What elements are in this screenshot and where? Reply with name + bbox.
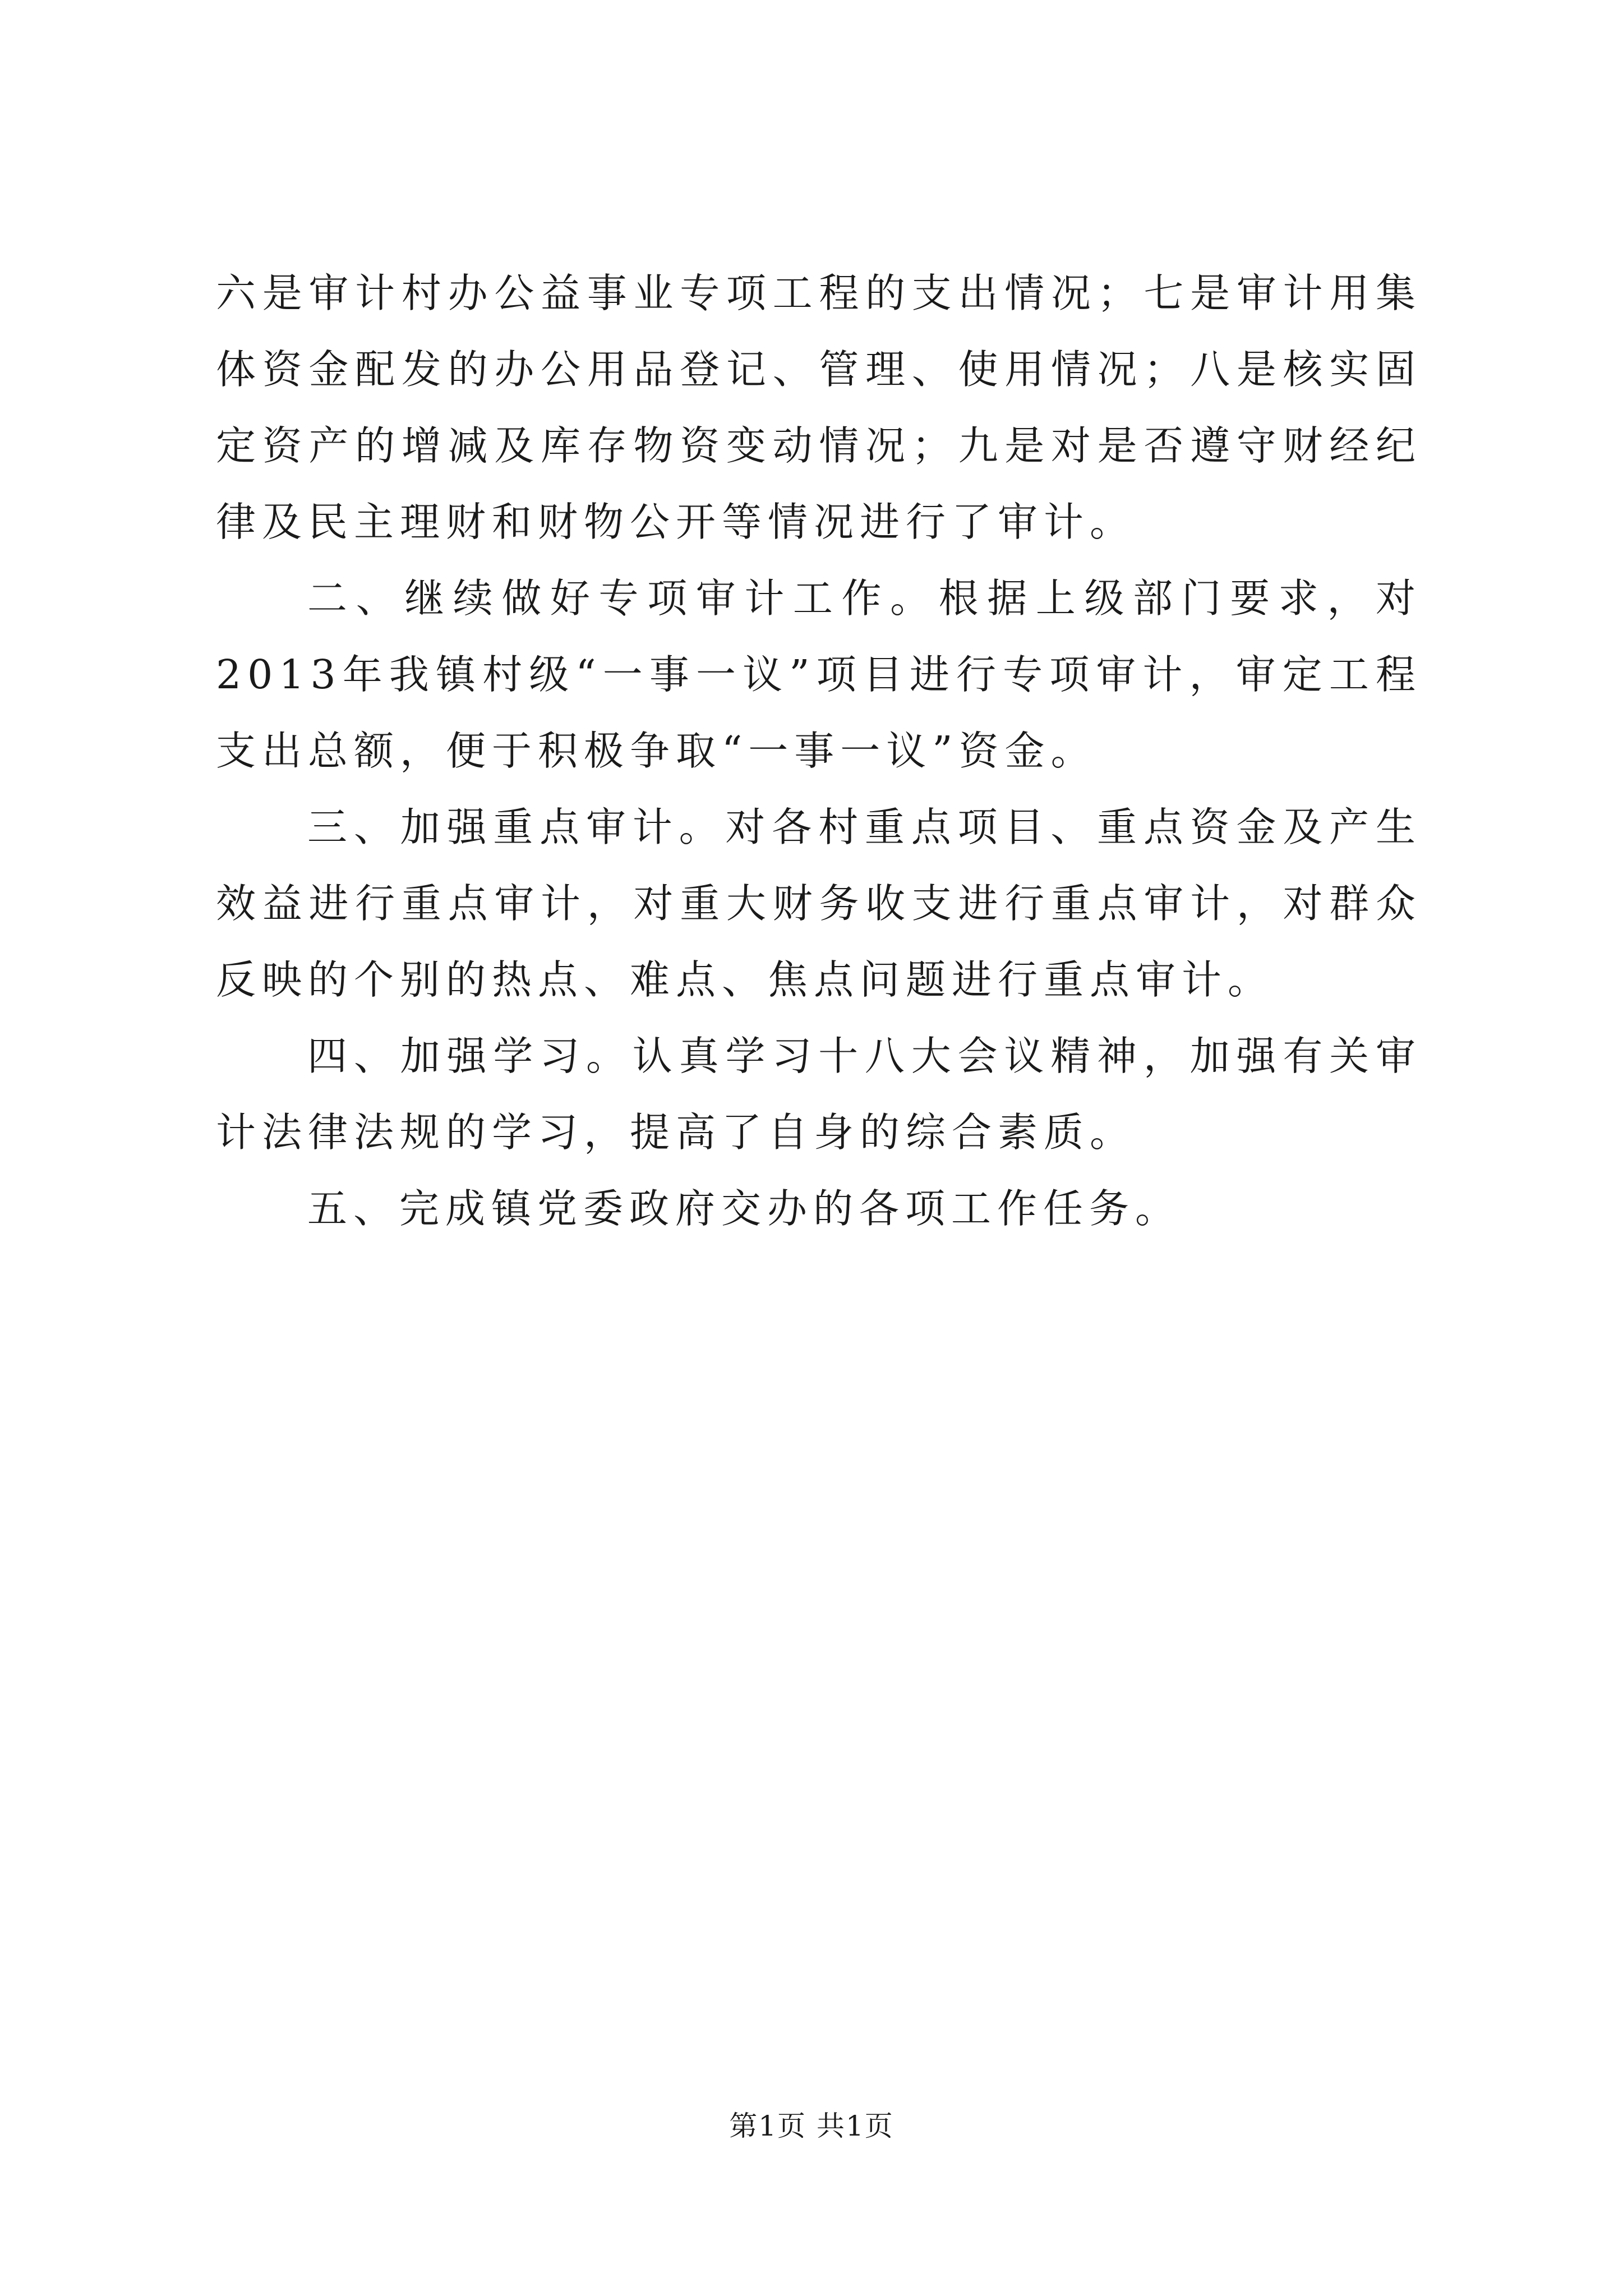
paragraph-study: 四、加强学习。认真学习十八大会议精神，加强有关审计法律法规的学习，提高了自身的综合素质。 (216, 1033, 1422, 1156)
document-body (216, 255, 1422, 1247)
paragraph-key-audit: 三、加强重点审计。对各村重点项目、重点资金及产生效益进行重点审计，对重大财务收支进行重点审计，对群众反映的个别的热点、难点、焦点问题进行重点审计。 (216, 804, 1422, 1003)
page-footer: 第1页 共1页 (729, 2110, 894, 2142)
paragraph-tasks: 五、完成镇党委政府交办的各项工作任务。 (307, 1185, 1182, 1232)
paragraph-continuation: 六是审计村办公益事业专项工程的支出情况；七是审计用集体资金配发的办公用品登记、管理、使用情况；八是核实固定资产的增减及库存物资变动情况；九是对是否遵守财经纪律及民主理财和财物公开等情况进行了审计。 (216, 270, 1422, 545)
paragraph-special-audit: 二、继续做好专项审计工作。根据上级部门要求，对2013年我镇村级“一事一议”项目进行专项审计，审定工程支出总额，便于积极争取“一事一议”资金。 (216, 575, 1422, 774)
